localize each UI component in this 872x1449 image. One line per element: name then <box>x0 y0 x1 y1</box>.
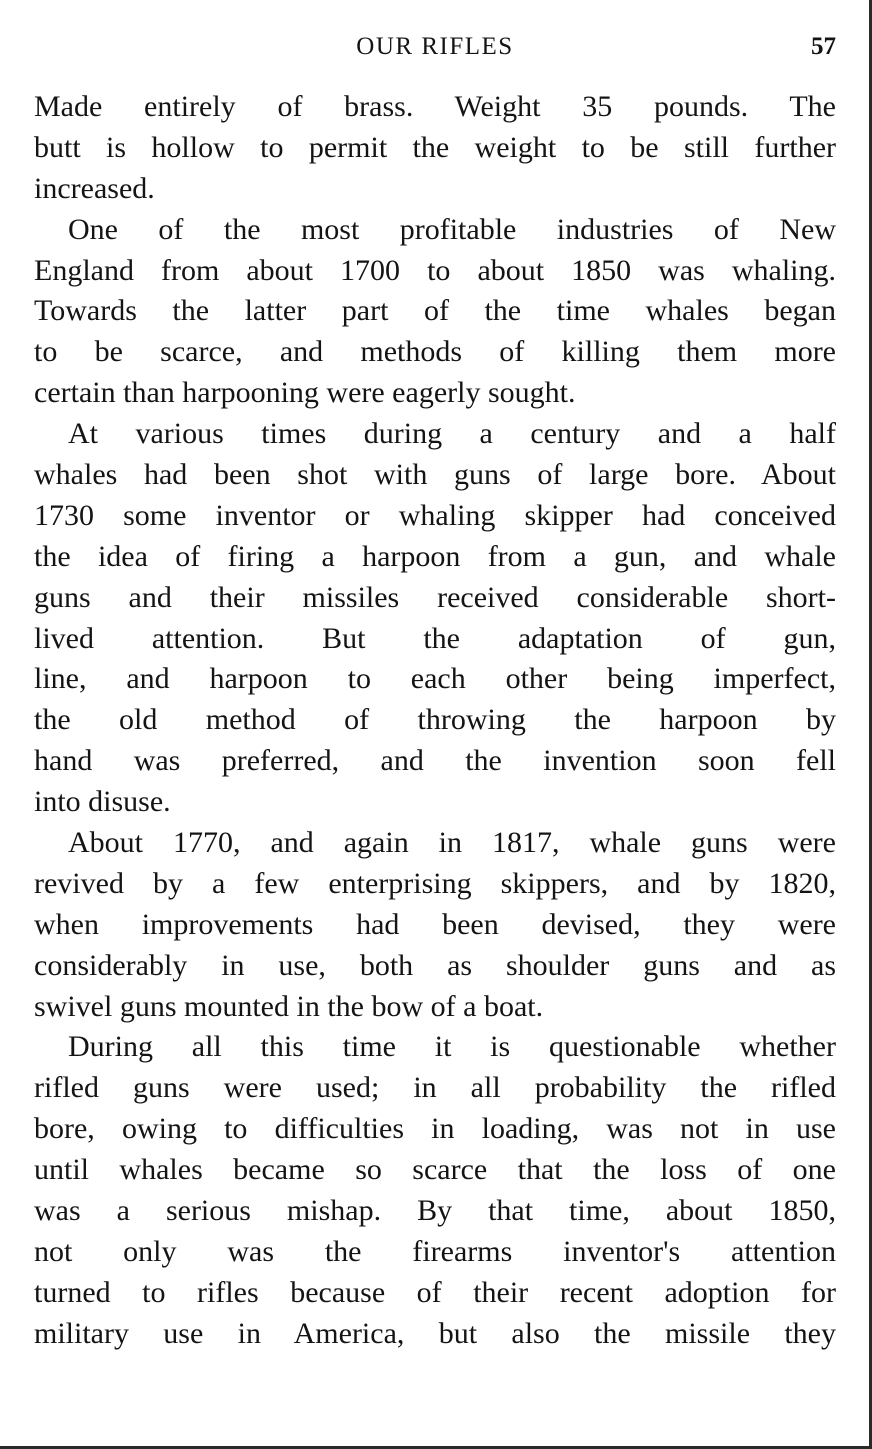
text-line: bore, owing to difficulties in loading, was not in use <box>34 1112 836 1146</box>
text-line: turned to rifles because of their recent adoption for <box>34 1275 836 1309</box>
text-line: 1730 some inventor or whaling skipper had conceived <box>34 498 836 532</box>
paragraph <box>34 210 836 414</box>
text-line: About 1770, and again in 1817, whale guns were <box>68 826 836 860</box>
text-line: considerably in use, both as shoulder guns and as <box>34 948 836 982</box>
text-line: England from about 1700 to about 1850 was whaling. <box>34 253 836 287</box>
text-line: Made entirely of brass. Weight 35 pounds. The <box>34 90 836 123</box>
text-line: rifled guns were used; in all probability the rifled <box>34 1071 836 1105</box>
text-line: guns and their missiles received considerable short- <box>34 580 836 614</box>
text-line: military use in America, but also the missile they <box>34 1316 836 1350</box>
body-text <box>34 87 836 1355</box>
text-line: was a serious mishap. By that time, about 1850, <box>34 1194 836 1228</box>
text-line: when improvements had been devised, they were <box>34 907 836 941</box>
text-line: increased. <box>34 171 155 205</box>
text-line: line, and harpoon to each other being imperfect, <box>34 662 836 696</box>
text-line: revived by a few enterprising skippers, and by 1820, <box>34 866 836 900</box>
running-title: OUR RIFLES <box>356 33 514 60</box>
paragraph <box>34 1027 836 1354</box>
running-head <box>34 28 836 66</box>
text-line: Towards the latter part of the time whales began <box>34 294 836 328</box>
text-line: At various times during a century and a half <box>68 417 836 451</box>
text-line: into disuse. <box>34 785 171 819</box>
text-line: hand was preferred, and the invention soon fell <box>34 744 836 778</box>
paragraph <box>34 414 836 823</box>
text-line: swivel guns mounted in the bow of a boat. <box>34 989 544 1023</box>
paragraph <box>34 823 836 1027</box>
text-line: lived attention. But the adaptation of gun, <box>34 621 836 655</box>
text-line: the idea of firing a harpoon from a gun, and whale <box>34 539 836 573</box>
text-line: During all this time it is questionable whether <box>68 1030 836 1064</box>
text-line: One of the most profitable industries of New <box>68 212 836 246</box>
text-line: to be scarce, and methods of killing them more <box>34 335 836 369</box>
text-line: the old method of throwing the harpoon by <box>34 703 836 737</box>
paragraph <box>34 87 836 210</box>
text-line: not only was the firearms inventor's attention <box>34 1234 836 1268</box>
text-line: butt is hollow to permit the weight to be still further <box>34 130 836 164</box>
page-number: 57 <box>811 33 836 60</box>
text-line: until whales became so scarce that the loss of one <box>34 1153 836 1187</box>
text-line: certain than harpooning were eagerly sought. <box>34 376 576 410</box>
text-line: whales had been shot with guns of large bore. About <box>34 458 836 492</box>
